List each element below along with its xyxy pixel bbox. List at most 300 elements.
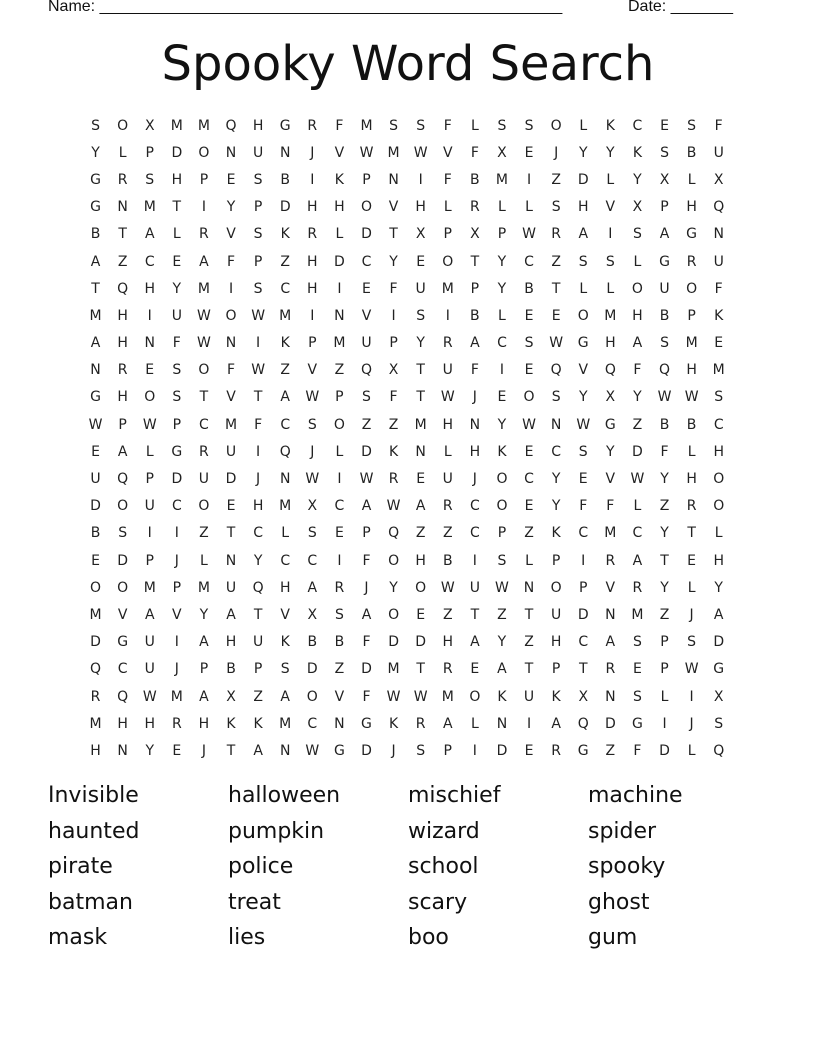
grid-letter: R bbox=[686, 498, 697, 515]
grid-letter: L bbox=[443, 443, 452, 460]
grid-letter: O bbox=[117, 117, 129, 134]
grid-letter: R bbox=[442, 498, 453, 515]
grid-letter: Y bbox=[551, 471, 561, 488]
grid-letter: Z bbox=[605, 742, 616, 759]
grid-letter: X bbox=[307, 606, 318, 623]
grid-letter: B bbox=[659, 307, 670, 324]
grid-letter: I bbox=[445, 307, 450, 324]
grid-letter: W bbox=[197, 335, 211, 352]
grid-letter: H bbox=[415, 552, 426, 569]
grid-letter: O bbox=[198, 498, 210, 515]
grid-letter: U bbox=[551, 606, 562, 623]
grid-letter: W bbox=[684, 661, 699, 678]
grid-letter: I bbox=[310, 307, 315, 324]
word-list-item: Invisible bbox=[48, 783, 139, 808]
word-list-item: ghost bbox=[588, 889, 650, 915]
grid-letter: W bbox=[576, 416, 591, 433]
grid-letter: Z bbox=[199, 525, 209, 542]
grid-letter: O bbox=[144, 389, 156, 406]
grid-letter: D bbox=[279, 199, 291, 216]
grid-letter: G bbox=[604, 416, 616, 433]
grid-letter: V bbox=[334, 688, 345, 705]
grid-letter: O bbox=[225, 307, 237, 324]
grid-letter: V bbox=[280, 606, 290, 623]
grid-letter: N bbox=[334, 715, 345, 732]
grid-letter: S bbox=[253, 226, 263, 243]
grid-letter: W bbox=[495, 579, 509, 596]
grid-letter: Z bbox=[388, 416, 399, 433]
grid-letter: W bbox=[522, 416, 536, 433]
grid-letter: V bbox=[388, 199, 399, 216]
grid-letter: D bbox=[632, 443, 643, 460]
word-list-item: halloween bbox=[228, 783, 341, 808]
grid-letter: A bbox=[578, 226, 589, 243]
grid-letter: M bbox=[712, 362, 725, 379]
grid-letter: U bbox=[523, 688, 535, 705]
word-list-item: police bbox=[228, 854, 294, 880]
grid-letter: S bbox=[578, 443, 588, 460]
grid-letter: H bbox=[307, 280, 318, 297]
grid-letter: G bbox=[577, 335, 589, 352]
grid-letter: I bbox=[310, 171, 315, 188]
grid-letter: J bbox=[472, 471, 477, 488]
grid-letter: D bbox=[117, 552, 129, 569]
grid-letter: N bbox=[90, 362, 101, 379]
grid-letter: I bbox=[337, 280, 342, 297]
grid-letter: Q bbox=[577, 715, 589, 732]
word-list-item: gum bbox=[588, 925, 638, 951]
grid-letter: R bbox=[171, 715, 182, 732]
grid-letter: H bbox=[198, 715, 210, 732]
grid-letter: L bbox=[118, 144, 127, 161]
grid-letter: A bbox=[280, 688, 290, 705]
grid-letter: H bbox=[117, 335, 128, 352]
grid-letter: L bbox=[687, 171, 696, 188]
grid-letter: E bbox=[226, 171, 236, 188]
grid-letter: H bbox=[713, 443, 724, 460]
grid-letter: M bbox=[685, 335, 698, 352]
grid-letter: O bbox=[388, 606, 400, 623]
grid-letter: S bbox=[172, 389, 182, 406]
grid-letter: U bbox=[171, 307, 182, 324]
grid-letter: S bbox=[605, 253, 615, 270]
grid-letter: Q bbox=[90, 661, 102, 678]
grid-letter: E bbox=[334, 525, 344, 542]
grid-letter: M bbox=[495, 171, 508, 188]
grid-letter: M bbox=[604, 525, 617, 542]
grid-letter: Q bbox=[225, 117, 237, 134]
word-list-item: pirate bbox=[48, 854, 113, 880]
grid-letter: J bbox=[256, 471, 261, 488]
grid-letter: D bbox=[361, 742, 372, 759]
grid-letter: G bbox=[577, 742, 589, 759]
grid-letter: H bbox=[415, 199, 426, 216]
grid-letter: S bbox=[307, 416, 317, 433]
grid-letter: V bbox=[172, 606, 182, 623]
grid-letter: E bbox=[362, 280, 371, 297]
grid-letter: S bbox=[172, 362, 182, 379]
grid-letter: R bbox=[334, 579, 345, 596]
grid-letter: I bbox=[256, 443, 261, 460]
grid-letter: P bbox=[579, 579, 588, 596]
grid-letter: N bbox=[388, 171, 399, 188]
grid-letter: S bbox=[524, 117, 534, 134]
grid-letter: T bbox=[551, 280, 561, 297]
grid-letter: D bbox=[90, 634, 101, 651]
grid-letter: E bbox=[524, 742, 534, 759]
grid-letter: L bbox=[687, 742, 696, 759]
grid-letter: F bbox=[443, 171, 452, 188]
grid-letter: B bbox=[686, 416, 697, 433]
grid-letter: M bbox=[441, 688, 454, 705]
grid-letter: I bbox=[228, 280, 234, 297]
grid-letter: O bbox=[550, 579, 562, 596]
grid-letter: C bbox=[307, 715, 318, 732]
grid-letter: H bbox=[469, 443, 481, 460]
grid-letter: A bbox=[226, 606, 236, 623]
grid-letter: L bbox=[606, 171, 615, 188]
grid-letter: M bbox=[414, 416, 427, 433]
grid-letter: R bbox=[605, 661, 616, 678]
grid-letter: P bbox=[660, 199, 669, 216]
grid-letter: H bbox=[632, 307, 643, 324]
grid-letter: X bbox=[415, 226, 426, 243]
grid-letter: O bbox=[713, 498, 725, 515]
grid-letter: V bbox=[578, 362, 589, 379]
grid-letter: X bbox=[605, 389, 616, 406]
grid-letter: D bbox=[225, 471, 237, 488]
grid-letter: W bbox=[657, 389, 672, 406]
grid-letter: H bbox=[686, 199, 697, 216]
grid-letter: Y bbox=[497, 634, 507, 651]
grid-letter: P bbox=[145, 552, 154, 569]
grid-letter: H bbox=[117, 389, 128, 406]
grid-letter: B bbox=[686, 144, 697, 161]
grid-letter: O bbox=[388, 552, 400, 569]
grid-letter: S bbox=[497, 117, 507, 134]
grid-letter: X bbox=[578, 688, 589, 705]
grid-letter: S bbox=[551, 389, 561, 406]
grid-letter: G bbox=[686, 226, 698, 243]
grid-letter: Q bbox=[117, 280, 129, 297]
grid-letter: T bbox=[470, 253, 480, 270]
grid-letter: Y bbox=[145, 742, 155, 759]
grid-letter: J bbox=[391, 742, 396, 759]
grid-letter: X bbox=[307, 498, 318, 515]
grid-letter: F bbox=[362, 688, 371, 705]
grid-letter: K bbox=[226, 715, 236, 732]
grid-letter: F bbox=[633, 742, 642, 759]
grid-letter: V bbox=[226, 226, 236, 243]
grid-letter: Q bbox=[252, 579, 264, 596]
grid-letter: T bbox=[199, 389, 209, 406]
grid-letter: E bbox=[416, 253, 426, 270]
grid-letter: M bbox=[279, 715, 292, 732]
grid-letter: E bbox=[524, 307, 534, 324]
grid-letter: I bbox=[256, 335, 261, 352]
grid-letter: B bbox=[226, 661, 236, 678]
grid-letter: U bbox=[225, 579, 237, 596]
grid-letter: N bbox=[605, 606, 616, 623]
grid-letter: M bbox=[631, 606, 644, 623]
grid-letter: F bbox=[254, 416, 263, 433]
grid-letter: I bbox=[472, 742, 477, 759]
grid-letter: Z bbox=[442, 606, 453, 623]
grid-letter: X bbox=[470, 226, 480, 243]
grid-letter: Q bbox=[713, 199, 725, 216]
grid-letter: L bbox=[172, 226, 181, 243]
grid-letter: I bbox=[662, 715, 667, 732]
grid-letter: K bbox=[280, 226, 290, 243]
grid-letter: U bbox=[713, 144, 724, 161]
grid-letter: W bbox=[359, 471, 374, 488]
grid-letter: R bbox=[307, 226, 318, 243]
grid-letter: X bbox=[144, 117, 155, 134]
grid-letter: D bbox=[388, 634, 399, 651]
grid-letter: A bbox=[280, 389, 290, 406]
grid-letter: L bbox=[335, 226, 344, 243]
grid-letter: R bbox=[415, 715, 426, 732]
grid-letter: J bbox=[689, 606, 694, 623]
grid-letter: H bbox=[307, 199, 318, 216]
grid-letter: S bbox=[524, 335, 534, 352]
grid-letter: I bbox=[526, 171, 532, 188]
grid-letter: W bbox=[305, 471, 320, 488]
grid-letter: X bbox=[713, 171, 724, 188]
grid-letter: J bbox=[689, 715, 694, 732]
word-list-item: lies bbox=[228, 925, 266, 951]
grid-letter: W bbox=[305, 742, 320, 759]
grid-letter: A bbox=[144, 226, 155, 243]
grid-letter: R bbox=[117, 362, 128, 379]
grid-letter: O bbox=[523, 389, 535, 406]
grid-letter: O bbox=[198, 362, 210, 379]
grid-letter: S bbox=[416, 117, 426, 134]
grid-letter: C bbox=[334, 498, 345, 515]
grid-letter: V bbox=[442, 144, 453, 161]
grid-letter: E bbox=[145, 362, 155, 379]
grid-letter: T bbox=[416, 389, 425, 406]
grid-letter: H bbox=[307, 253, 318, 270]
word-list-item: mischief bbox=[408, 783, 501, 808]
grid-letter: Y bbox=[172, 280, 182, 297]
grid-letter: C bbox=[551, 443, 562, 460]
grid-letter: Z bbox=[659, 606, 670, 623]
grid-letter: F bbox=[389, 280, 398, 297]
grid-letter: L bbox=[606, 280, 615, 297]
grid-letter: C bbox=[497, 335, 507, 352]
word-list-item: wizard bbox=[408, 818, 480, 844]
grid-letter: C bbox=[280, 416, 291, 433]
grid-letter: Q bbox=[117, 688, 129, 705]
letter-grid bbox=[82, 112, 732, 765]
grid-letter: K bbox=[714, 307, 724, 324]
grid-letter: L bbox=[498, 199, 506, 216]
grid-letter: G bbox=[279, 117, 291, 134]
grid-letter: S bbox=[660, 144, 669, 161]
grid-letter: Y bbox=[497, 280, 507, 297]
name-field-label: Name: ____________________________________________________ bbox=[48, 0, 563, 15]
grid-letter: R bbox=[605, 552, 616, 569]
grid-letter: C bbox=[632, 117, 643, 134]
grid-letter: M bbox=[279, 498, 292, 515]
grid-letter: V bbox=[334, 144, 345, 161]
grid-letter: F bbox=[660, 443, 669, 460]
grid-letter: P bbox=[172, 579, 182, 596]
grid-letter: H bbox=[90, 742, 101, 759]
grid-letter: Y bbox=[253, 552, 263, 569]
grid-letter: Z bbox=[361, 416, 372, 433]
grid-letter: A bbox=[199, 634, 209, 651]
grid-letter: A bbox=[659, 226, 670, 243]
grid-letter: G bbox=[171, 443, 183, 460]
word-list-item: haunted bbox=[48, 818, 140, 844]
grid-letter: H bbox=[117, 307, 128, 324]
grid-letter: G bbox=[90, 199, 101, 216]
grid-letter: U bbox=[252, 634, 264, 651]
grid-letter: Z bbox=[524, 525, 534, 542]
grid-letter: Y bbox=[633, 389, 642, 406]
grid-letter: U bbox=[442, 362, 453, 379]
grid-letter: F bbox=[470, 362, 479, 379]
grid-letter: E bbox=[660, 117, 669, 134]
grid-letter: C bbox=[199, 416, 209, 433]
grid-letter: I bbox=[526, 715, 532, 732]
grid-letter: V bbox=[605, 199, 616, 216]
grid-letter: L bbox=[714, 525, 723, 542]
grid-letter: N bbox=[279, 144, 291, 161]
grid-letter: Y bbox=[633, 171, 642, 188]
grid-letter: B bbox=[470, 307, 480, 324]
grid-letter: Z bbox=[551, 171, 561, 188]
grid-letter: T bbox=[253, 606, 263, 623]
grid-letter: R bbox=[686, 253, 697, 270]
grid-letter: P bbox=[551, 552, 561, 569]
grid-letter: S bbox=[714, 389, 724, 406]
grid-letter: W bbox=[142, 416, 157, 433]
grid-letter: F bbox=[714, 117, 723, 134]
grid-letter: D bbox=[90, 498, 101, 515]
grid-letter: R bbox=[90, 688, 101, 705]
grid-letter: I bbox=[608, 226, 613, 243]
grid-letter: Y bbox=[551, 498, 561, 515]
grid-letter: P bbox=[308, 335, 317, 352]
grid-letter: A bbox=[307, 579, 318, 596]
word-list-item: spider bbox=[588, 818, 657, 844]
grid-letter: Z bbox=[253, 688, 263, 705]
grid-letter: O bbox=[117, 579, 129, 596]
grid-letter: M bbox=[197, 579, 210, 596]
grid-letter: C bbox=[171, 498, 182, 515]
grid-letter: D bbox=[415, 634, 427, 651]
grid-letter: A bbox=[199, 688, 209, 705]
grid-letter: O bbox=[306, 688, 318, 705]
grid-letter: F bbox=[443, 117, 452, 134]
grid-letter: P bbox=[389, 335, 398, 352]
grid-letter: N bbox=[279, 471, 291, 488]
grid-letter: X bbox=[388, 362, 399, 379]
grid-letter: S bbox=[660, 335, 669, 352]
grid-letter: E bbox=[632, 661, 642, 678]
grid-letter: W bbox=[251, 307, 266, 324]
grid-letter: E bbox=[578, 471, 588, 488]
grid-letter: P bbox=[497, 525, 507, 542]
grid-letter: P bbox=[145, 144, 154, 161]
word-list-item: spooky bbox=[588, 854, 666, 880]
grid-letter: X bbox=[713, 688, 724, 705]
grid-letter: O bbox=[333, 416, 345, 433]
grid-letter: P bbox=[470, 280, 480, 297]
grid-letter: I bbox=[174, 525, 179, 542]
grid-letter: Y bbox=[578, 144, 588, 161]
grid-letter: J bbox=[174, 552, 179, 569]
grid-letter: T bbox=[470, 606, 480, 623]
grid-letter: B bbox=[524, 280, 534, 297]
grid-letter: N bbox=[117, 199, 128, 216]
grid-letter: N bbox=[713, 226, 724, 243]
grid-letter: L bbox=[687, 579, 696, 596]
grid-letter: E bbox=[416, 606, 426, 623]
grid-letter: H bbox=[577, 199, 589, 216]
grid-letter: H bbox=[550, 634, 562, 651]
grid-letter: Z bbox=[524, 634, 534, 651]
grid-letter: I bbox=[147, 307, 152, 324]
grid-letter: M bbox=[333, 335, 346, 352]
grid-letter: U bbox=[90, 471, 101, 488]
grid-letter: E bbox=[714, 335, 724, 352]
grid-letter: P bbox=[253, 199, 263, 216]
grid-letter: F bbox=[335, 117, 344, 134]
grid-letter: H bbox=[279, 579, 291, 596]
grid-letter: C bbox=[307, 552, 318, 569]
grid-letter: P bbox=[253, 661, 263, 678]
grid-letter: T bbox=[118, 226, 127, 243]
grid-letter: B bbox=[90, 226, 101, 243]
grid-letter: H bbox=[252, 498, 264, 515]
grid-letter: B bbox=[442, 552, 453, 569]
grid-letter: M bbox=[360, 117, 373, 134]
grid-letter: G bbox=[631, 715, 643, 732]
grid-letter: F bbox=[633, 362, 642, 379]
grid-letter: M bbox=[387, 661, 400, 678]
grid-letter: C bbox=[524, 253, 534, 270]
grid-letter: I bbox=[499, 362, 505, 379]
grid-letter: B bbox=[659, 416, 670, 433]
grid-letter: J bbox=[201, 742, 206, 759]
grid-letter: O bbox=[469, 688, 481, 705]
grid-letter: P bbox=[118, 416, 127, 433]
grid-letter: W bbox=[630, 471, 645, 488]
grid-letter: P bbox=[660, 634, 669, 651]
grid-letter: L bbox=[470, 117, 479, 134]
grid-letter: I bbox=[174, 634, 179, 651]
grid-letter: J bbox=[174, 661, 179, 678]
grid-letter: M bbox=[441, 280, 454, 297]
grid-letter: N bbox=[225, 144, 237, 161]
grid-letter: V bbox=[605, 579, 616, 596]
grid-letter: O bbox=[360, 199, 372, 216]
grid-letter: P bbox=[253, 253, 263, 270]
grid-letter: S bbox=[687, 634, 697, 651]
grid-letter: T bbox=[524, 661, 534, 678]
grid-letter: P bbox=[497, 226, 507, 243]
grid-letter: H bbox=[605, 335, 616, 352]
grid-letter: F bbox=[362, 552, 371, 569]
grid-letter: S bbox=[632, 226, 642, 243]
grid-letter: S bbox=[280, 661, 290, 678]
grid-letter: W bbox=[142, 688, 157, 705]
grid-letter: Z bbox=[280, 253, 290, 270]
